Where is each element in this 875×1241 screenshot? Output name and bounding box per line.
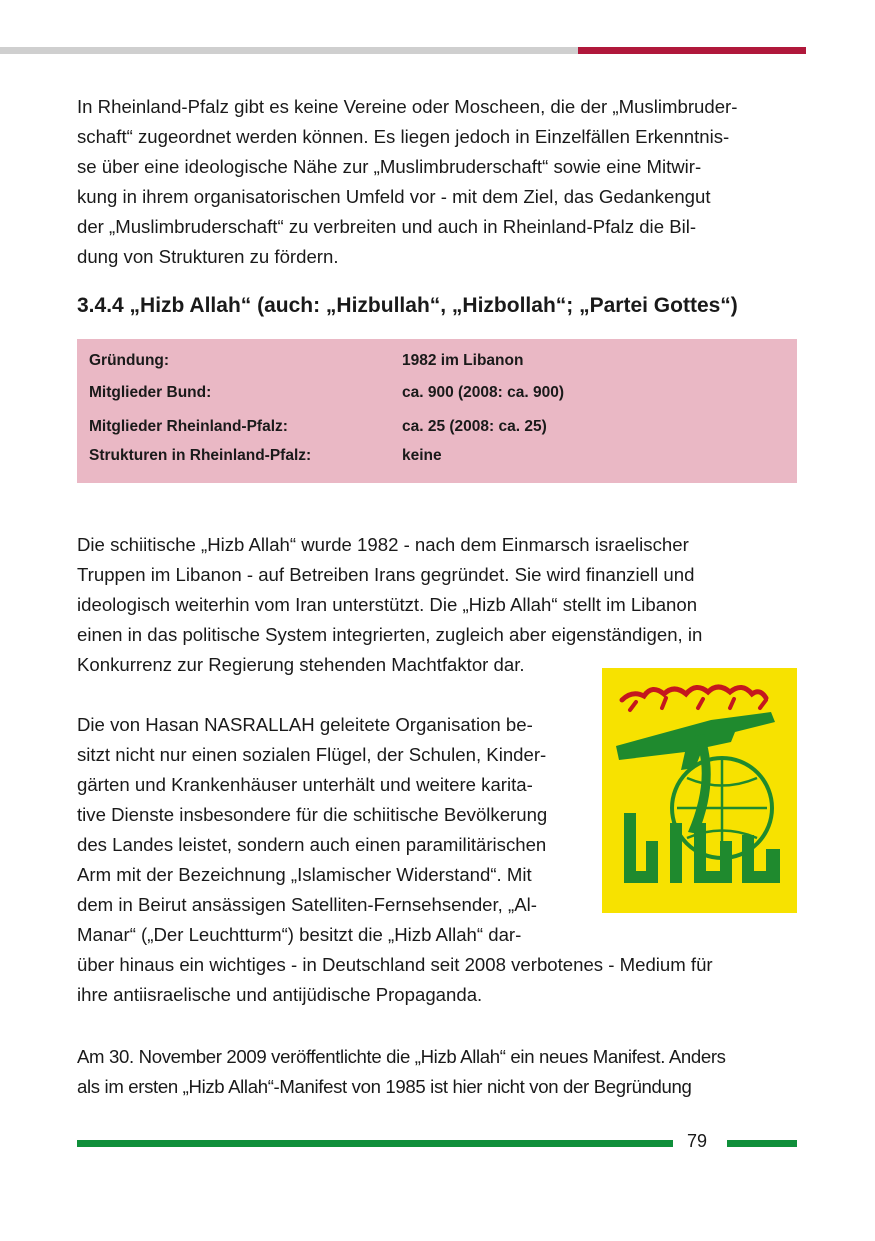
text-line: dem in Beirut ansässigen Satelliten-Fernsehsender, „Al- — [77, 894, 537, 915]
text-line: ihre antiisraelische und antijüdische Propaganda. — [77, 984, 483, 1005]
paragraph-muslimbruderschaft — [77, 92, 799, 272]
text-line: des Landes leistet, sondern auch einen paramilitärischen — [77, 834, 547, 855]
text-line: schaft“ zugeordnet werden können. Es liegen jedoch in Einzelfällen Erkenntnis- — [77, 126, 730, 147]
footer-rule — [77, 1140, 673, 1147]
text-line: se über eine ideologische Nähe zur „Muslimbruderschaft“ sowie eine Mitwir- — [77, 156, 702, 177]
fact-label: Strukturen in Rheinland-Pfalz: — [89, 447, 312, 464]
text-line: Manar“ („Der Leuchtturm“) besitzt die „Hizb Allah“ dar- — [77, 924, 522, 945]
paragraph-manifest — [77, 1042, 799, 1102]
page-number: 79 — [687, 1131, 708, 1151]
fact-value: keine — [402, 447, 442, 464]
text-line: Arm mit der Bezeichnung „Islamischer Widerstand“. Mit — [77, 864, 532, 885]
footer-rule — [727, 1140, 797, 1147]
text-line: kung in ihrem organisatorischen Umfeld vor - mit dem Ziel, das Gedankengut — [77, 186, 711, 207]
paragraph-hizb-allah-intro — [77, 530, 799, 680]
text-line: der „Muslimbruderschaft“ zu verbreiten und auch in Rheinland-Pfalz die Bil- — [77, 216, 697, 237]
section-heading: 3.4.4 „Hizb Allah“ (auch: „Hizbullah“, „Hizbollah“; „Partei Gottes“) — [77, 294, 738, 317]
fact-box — [77, 339, 797, 483]
fact-value: ca. 900 (2008: ca. 900) — [402, 384, 565, 401]
text-line: über hinaus ein wichtiges - in Deutschland seit 2008 verbotenes - Medium für — [77, 954, 713, 975]
text-line: als im ersten „Hizb Allah“-Manifest von 1985 ist hier nicht von der Begründung — [77, 1076, 692, 1097]
text-line: Am 30. November 2009 veröffentlichte die „Hizb Allah“ ein neues Manifest. Anders — [77, 1046, 726, 1067]
text-line: Die schiitische „Hizb Allah“ wurde 1982 - nach dem Einmarsch israelischer — [77, 534, 689, 555]
text-line: Konkurrenz zur Regierung stehenden Machtfaktor dar. — [77, 654, 525, 675]
fact-value: 1982 im Libanon — [402, 352, 524, 369]
fact-label: Gründung: — [89, 352, 170, 369]
text-line: tive Dienste insbesondere für die schiitische Bevölkerung — [77, 804, 548, 825]
text-line: ideologisch weiterhin vom Iran unterstützt. Die „Hizb Allah“ stellt im Libanon — [77, 594, 698, 615]
header-rule-red — [578, 47, 806, 54]
fact-value: ca. 25 (2008: ca. 25) — [402, 418, 547, 435]
text-line: einen in das politische System integrierten, zugleich aber eigenständigen, in — [77, 624, 703, 645]
text-line: Die von Hasan NASRALLAH geleitete Organisation be- — [77, 714, 533, 735]
fact-label: Mitglieder Bund: — [89, 384, 212, 401]
text-line: gärten und Krankenhäuser unterhält und weitere karita- — [77, 774, 533, 795]
fact-label: Mitglieder Rheinland-Pfalz: — [89, 418, 288, 435]
paragraph-organisation — [77, 710, 799, 1010]
text-line: Truppen im Libanon - auf Betreiben Irans gegründet. Sie wird finanziell und — [77, 564, 695, 585]
text-line: dung von Strukturen zu fördern. — [77, 246, 339, 267]
text-line: sitzt nicht nur einen sozialen Flügel, der Schulen, Kinder- — [77, 744, 547, 765]
header-rule-gray — [0, 47, 578, 54]
text-line: In Rheinland-Pfalz gibt es keine Vereine oder Moscheen, die der „Muslimbruder- — [77, 96, 738, 117]
